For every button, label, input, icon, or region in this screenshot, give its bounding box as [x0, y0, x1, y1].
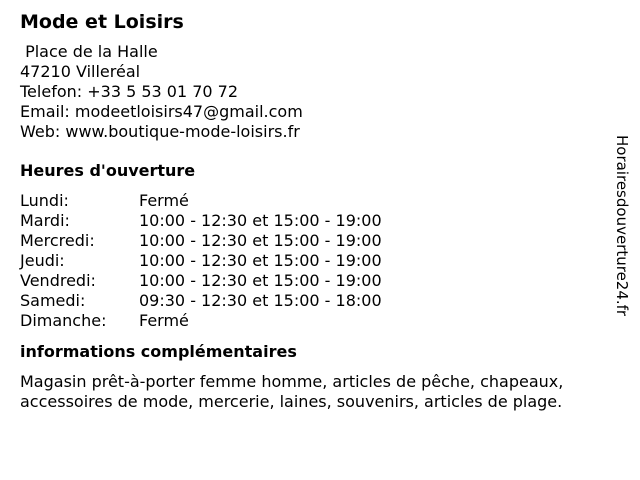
day-label: Lundi: [20, 191, 69, 210]
day-label: Jeudi: [20, 251, 65, 270]
day-label: Mercredi: [20, 231, 95, 250]
hours-row-vendredi [20, 271, 615, 291]
address-line-2: 47210 Villeréal [20, 62, 141, 81]
day-label: Samedi: [20, 291, 86, 310]
day-hours: 09:30 - 12:30 et 15:00 - 18:00 [139, 291, 382, 310]
hours-heading: Heures d'ouverture [20, 161, 196, 180]
web-line: Web: www.boutique-mode-loisirs.fr [20, 122, 300, 141]
day-hours: Fermé [139, 191, 189, 210]
store-card [20, 10, 615, 412]
day-hours: 10:00 - 12:30 et 15:00 - 19:00 [139, 211, 382, 230]
info-text: Magasin prêt-à-porter femme homme, articles de pêche, chapeaux, accessoires de mode, mercerie, laines, souvenirs, articles de plage. [20, 372, 564, 411]
hours-row-lundi [20, 191, 615, 211]
address-line-1: Place de la Halle [20, 42, 158, 61]
day-hours: 10:00 - 12:30 et 15:00 - 19:00 [139, 271, 382, 290]
side-brand-watermark: Horairesdouverture24.fr [613, 135, 631, 317]
day-hours: 10:00 - 12:30 et 15:00 - 19:00 [139, 251, 382, 270]
hours-table [20, 191, 615, 331]
day-label: Vendredi: [20, 271, 96, 290]
day-hours: 10:00 - 12:30 et 15:00 - 19:00 [139, 231, 382, 250]
hours-row-dimanche [20, 311, 615, 331]
day-label: Dimanche: [20, 311, 107, 330]
day-hours: Fermé [139, 311, 189, 330]
info-heading: informations complémentaires [20, 342, 297, 361]
hours-row-mercredi [20, 231, 615, 251]
email-line: Email: modeetloisirs47@gmail.com [20, 102, 303, 121]
hours-row-mardi [20, 211, 615, 231]
store-name: Mode et Loisirs [20, 11, 184, 33]
hours-row-samedi [20, 291, 615, 311]
phone-line: Telefon: +33 5 53 01 70 72 [20, 82, 239, 101]
day-label: Mardi: [20, 211, 70, 230]
hours-row-jeudi [20, 251, 615, 271]
